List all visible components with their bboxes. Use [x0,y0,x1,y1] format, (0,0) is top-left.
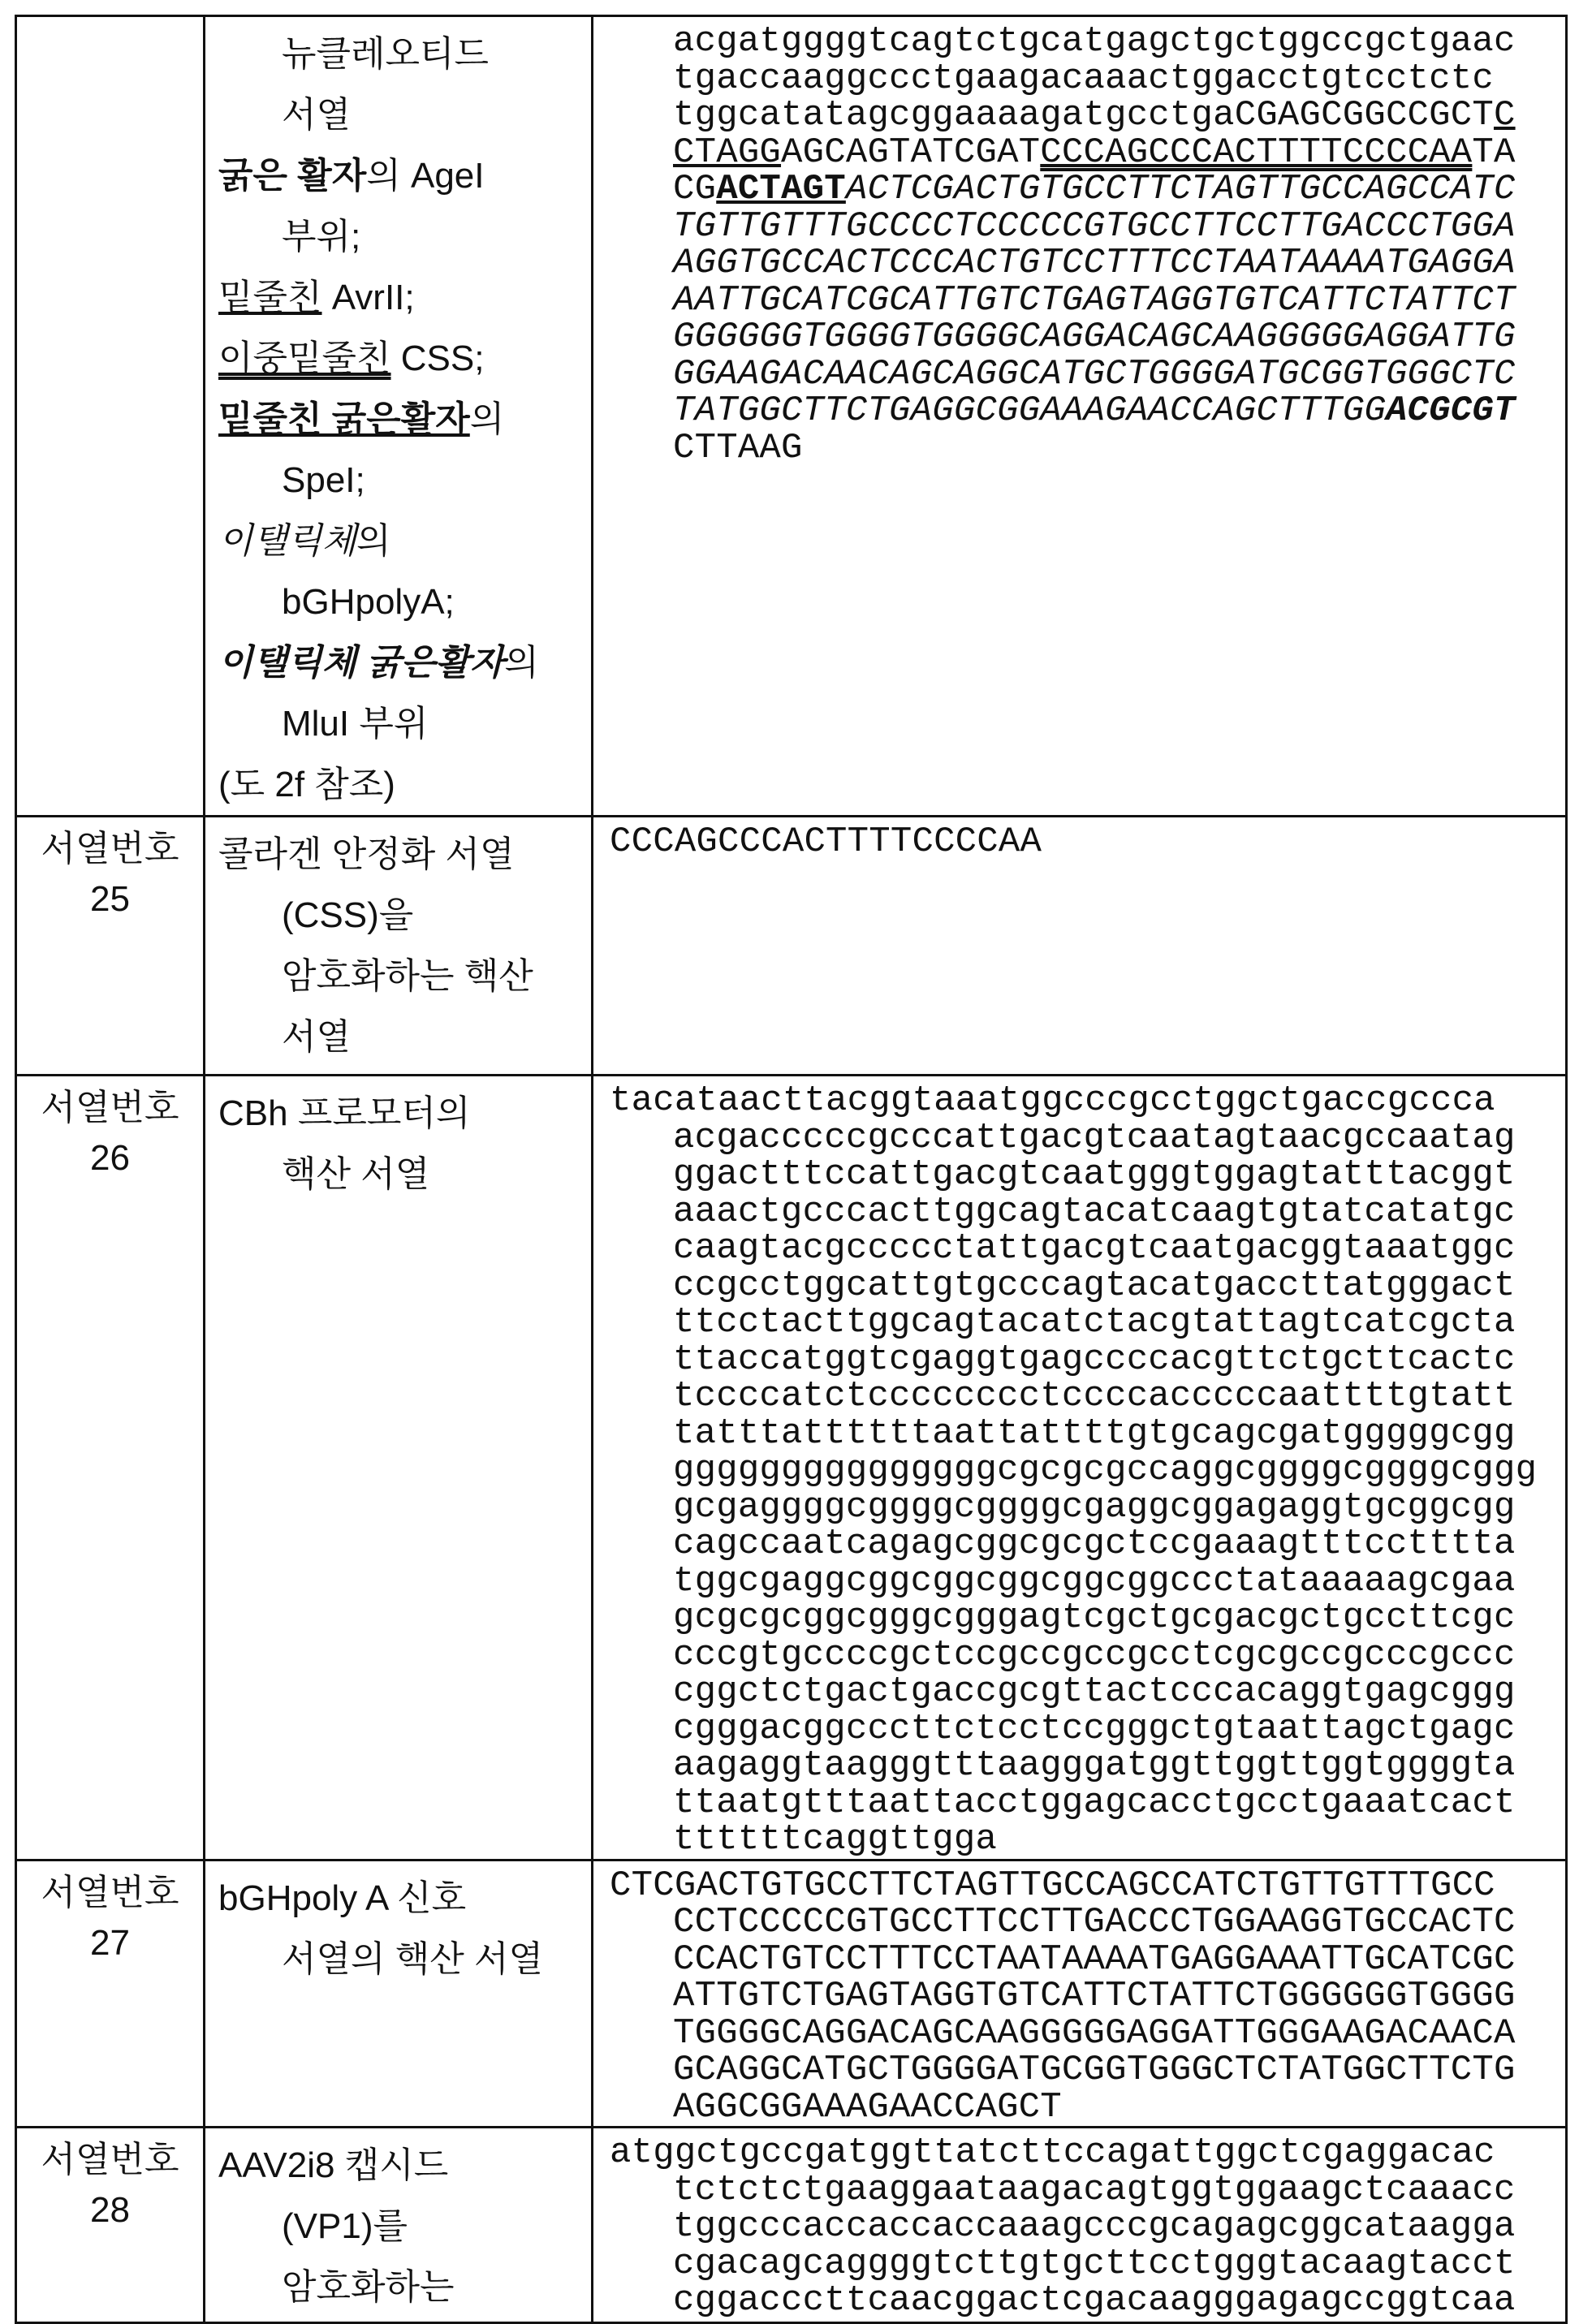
sequence-line [610,2283,1565,2320]
sequence-line [610,393,1565,430]
sequence-line [610,135,1565,172]
sequence-line [610,1452,1565,1490]
sequence-segment: aagaggtaagggtttaagggatggttggttggtggggta [673,1745,1516,1786]
sequence-line [610,2246,1565,2283]
sequence-segment: CCCAGCCCACTTTTCCCCAA [610,821,1042,862]
sequence-line [610,1083,1565,1120]
sequence-segment: AGGTGCCACTCCCACTGTCCTTTCCTAATAAAATGAGGA [673,243,1516,283]
sequence-segment: CTCGACTGTGCCTTCTAGTTGCCAGCCATCTGTTGTTTGCC [610,1865,1495,1906]
seq-id-cell [16,2128,205,2323]
description-segment: 부위; [282,217,360,257]
description-segment: CBh 프로모터의 [218,1093,470,1133]
table-row [16,1076,1567,1860]
seq-id-text: 서열번호 [17,824,203,874]
sequence-line [610,1942,1565,1979]
description-segment: 이탤릭체 [218,521,356,561]
sequence-segment: CCACTGTCCTTTCCTAATAAAATGAGGAAATTGCATCGC [673,1939,1516,1980]
sequence-line [610,2135,1565,2172]
description-segment: (CSS)을 [282,895,413,935]
sequence-cell [593,817,1567,1076]
sequence-line [610,97,1565,135]
description-segment: AAV2i8 캡시드 [218,2145,448,2185]
sequence-line [610,24,1565,61]
description-line [218,2196,586,2257]
sequence-segment: CCTCCCCCGTGCCTTCCTTGACCCTGGAAGGTGCCACTC [673,1902,1516,1942]
description-segment: 서열 [282,1017,351,1057]
sequence-segment: AATTGCATCGCATTGTCTGAGTAGGTGTCATTCTATTCT [673,280,1516,321]
sequence-line [610,1268,1565,1305]
sequence-segment: tacataacttacggtaaatggcccgcctggctgaccgccca [610,1080,1495,1121]
sequence-segment: ACGCGT [1386,390,1516,431]
description-line [218,450,586,511]
sequence-segment: ttcctacttggcagtacatctacgtattagtcatcgcta [673,1302,1516,1343]
seq-id-text: 28 [17,2185,203,2236]
sequence-segment: ttttttcaggttgga [673,1819,997,1860]
description-line [218,267,586,328]
description-segment: 의 [356,521,391,561]
description-segment: 이중밑줄친 [218,338,391,378]
sequence-segment: gggggggggggggggcgcgcgccaggcggggcggggcggg [673,1450,1537,1490]
description-cell [205,2128,593,2323]
sequence-segment: ttaatgtttaattacctggagcacctgcctgaaatcact [673,1783,1516,1823]
sequence-line [610,1978,1565,2016]
description-segment: 밑줄친 [218,278,322,317]
sequence-line [610,1748,1565,1785]
description-line [218,328,586,389]
sequence-line [610,2172,1565,2210]
table-row [16,16,1567,817]
sequence-segment: ccgcctggcattgtgcccagtacatgaccttatgggact [673,1265,1516,1306]
sequence-segment: ACTAGT [716,169,846,209]
sequence-line [610,1526,1565,1563]
description-line [218,885,586,946]
sequence-segment: cggacccttcaacggactcgacaagggagagccggtcaa [673,2280,1516,2321]
description-line [218,693,586,754]
sequence-line [610,430,1565,468]
seq-id-text: 25 [17,874,203,925]
sequence-line [610,171,1565,209]
sequence-line [610,209,1565,246]
sequence-segment: ttaccatggtcgaggtgagccccacgttctgcttcactc [673,1339,1516,1380]
description-cell [205,817,593,1076]
description-line [218,1929,586,1990]
sequence-segment: caagtacgccccctattgacgtcaatgacggtaaatggc [673,1228,1516,1269]
sequence-segment: GGGGGGTGGGGTGGGGCAGGACAGCAAGGGGGAGGATTG [673,317,1516,357]
sequence-line [610,1194,1565,1231]
sequence-line [610,1711,1565,1748]
description-line [218,1083,586,1144]
description-cell [205,16,593,817]
sequence-line [610,1822,1565,1859]
description-segment: (VP1)를 [282,2206,408,2246]
description-line [218,1007,586,1067]
description-segment: AvrII; [322,278,415,317]
sequence-segment: CG [673,169,716,209]
sequence-segment: ACTCGACTGTGCCTTCTAGTTGCCAGCCATC [846,169,1516,209]
seq-id-text: 서열번호 [17,1083,203,1133]
description-line [218,389,586,450]
sequence-line [610,61,1565,98]
sequence-segment: cccgtgccccgctccgccgccgcctcgcgccgcccgccc [673,1635,1516,1675]
sequence-segment: ggactttccattgacgtcaatgggtggagtatttacggt [673,1154,1516,1195]
sequence-line [610,1674,1565,1711]
sequence-segment: AGCAGTATCGAT [781,132,1040,173]
sequence-segment: cgggacggcccttctcctccgggctgtaattagctgagc [673,1709,1516,1749]
sequence-segment: acgacccccgcccattgacgtcaatagtaacgccaatag [673,1118,1516,1158]
sequence-segment: CTTAAG [673,428,803,468]
description-cell [205,1076,593,1860]
description-segment: 서열 [282,95,351,135]
sequence-segment: tccccatctcccccccctccccacccccaattttgtatt [673,1376,1516,1416]
sequence-line [610,2089,1565,2127]
sequence-line [610,1563,1565,1601]
table-row [16,817,1567,1076]
description-segment: 의 [504,643,539,683]
sequence-line [610,1157,1565,1194]
seq-id-text: 서열번호 [17,2135,203,2185]
sequence-line [610,2052,1565,2089]
sequence-line [610,1904,1565,1942]
description-line [218,84,586,145]
sequence-segment: tgaccaaggccctgaagacaaactggacctgtcctctc [673,58,1494,99]
sequence-line [610,1490,1565,1527]
description-segment: 암호화하는 핵산 [282,956,533,996]
description-line [218,571,586,632]
sequence-segment: GGAAGACAACAGCAGGCATGCTGGGGATGCGGTGGGCTC [673,354,1516,395]
sequence-cell [593,2128,1567,2323]
seq-id-cell [16,16,205,817]
sequence-line [610,2209,1565,2246]
sequence-segment: gcgcgcggcgggcgggagtcgctgcgacgctgccttcgc [673,1597,1516,1638]
description-line [218,946,586,1007]
sequence-segment: cggctctgactgaccgcgttactcccacaggtgagcggg [673,1671,1516,1712]
sequence-line [610,1637,1565,1675]
sequence-segment: C [1494,95,1516,136]
seq-id-cell [16,817,205,1076]
sequence-segment: CCCAGCCCACTTTTCCCCAA [1040,132,1472,173]
sequence-segment: CTAGG [673,132,781,173]
sequence-table [15,15,1568,2324]
description-line [218,145,586,206]
sequence-segment: tggcccaccaccaccaaagcccgcagagcggcataagga [673,2206,1516,2247]
description-segment: 의 [470,399,505,439]
sequence-segment: tctctctgaaggaataagacagtggtggaagctcaaacc [673,2170,1516,2210]
description-segment: 밑줄친 굵은활자 [218,399,470,439]
sequence-cell [593,1076,1567,1860]
description-segment: MluI 부위 [282,704,428,744]
seq-id-text: 26 [17,1133,203,1184]
description-line [218,1868,586,1929]
description-line [218,824,586,885]
sequence-segment: gcgaggggcggggcggggcgaggcggagaggtgcggcgg [673,1487,1516,1528]
table-row [16,2128,1567,2323]
sequence-line [610,2016,1565,2053]
sequence-segment: acgatggggtcagtctgcatgagctgctggccgctgaac [673,21,1516,62]
seq-id-text: 서열번호 [17,1868,203,1918]
sequence-segment: AGGCGGAAAGAACCAGCT [673,2087,1062,2128]
seq-id-text: 27 [17,1918,203,1968]
description-line [218,511,586,571]
description-cell [205,1860,593,2128]
description-segment: 콜라겐 안정화 서열 [218,834,514,874]
sequence-line [610,245,1565,282]
seq-id-cell [16,1076,205,1860]
description-segment: 서열의 핵산 서열 [282,1939,543,1979]
sequence-line [610,1304,1565,1342]
description-line [218,1144,586,1205]
description-segment: 의 AgeI [366,156,484,196]
description-line [218,2135,586,2196]
sequence-line [610,356,1565,394]
description-line [218,2257,586,2318]
description-segment: bGHpolyA; [282,582,455,622]
sequence-line [610,282,1565,320]
sequence-line [610,1785,1565,1822]
description-segment: bGHpoly A 신호 [218,1878,466,1918]
sequence-segment: TA [1472,132,1515,173]
description-line [218,24,586,84]
sequence-table-body [16,16,1567,2323]
sequence-line [610,319,1565,356]
sequence-line [610,1120,1565,1158]
description-segment: 굵은 활자 [218,156,366,196]
sequence-segment: cagccaatcagagcggcgcgctccgaaagtttcctttta [673,1524,1516,1564]
sequence-segment: tggcatatagcggaaaagatgcctgaCGAGCGGCCGCT [673,95,1494,136]
sequence-line [610,1868,1565,1905]
sequence-segment: TGTTGTTTGCCCCTCCCCCGTGCCTTCCTTGACCCTGGA [673,206,1516,247]
sequence-cell [593,1860,1567,2128]
sequence-line [610,1416,1565,1453]
description-line [218,754,586,815]
sequence-segment: TATGGCTTCTGAGGCGGAAAGAACCAGCTTTGG [673,390,1386,431]
description-segment: (도 2f 참조) [218,765,395,804]
sequence-segment: aaactgcccacttggcagtacatcaagtgtatcatatgc [673,1192,1516,1232]
description-segment: 암호화하는 [282,2267,455,2307]
description-segment: CSS; [391,338,485,378]
description-line [218,632,586,693]
sequence-line [610,824,1565,861]
sequence-segment: tggcgaggcggcggcggcggcggccctataaaaagcgaa [673,1561,1516,1602]
sequence-line [610,1231,1565,1268]
sequence-segment: cgacagcaggggtcttgtgcttcctgggtacaagtacct [673,2244,1516,2284]
sequence-cell [593,16,1567,817]
description-segment: 뉴클레오티드 [282,34,489,74]
description-segment: 이탤릭체 굵은활자 [218,643,504,683]
sequence-line [610,1378,1565,1416]
sequence-line [610,1342,1565,1379]
description-line [218,206,586,267]
description-segment: SpeI; [282,460,365,500]
sequence-segment: ATTGTCTGAGTAGGTGTCATTCTATTCTGGGGGGTGGGG [673,1976,1516,2016]
sequence-segment: GCAGGCATGCTGGGGATGCGGTGGGCTCTATGGCTTCTG [673,2050,1516,2090]
seq-id-cell [16,1860,205,2128]
sequence-segment: tatttattttttaattattttgtgcagcgatgggggcgg [673,1413,1516,1454]
description-segment: 핵산 서열 [282,1154,429,1194]
sequence-segment: TGGGGCAGGACAGCAAGGGGGAGGATTGGGAAGACAACA [673,2013,1516,2054]
table-row [16,1860,1567,2128]
sequence-segment: atggctgccgatggttatcttccagattggctcgaggacac [610,2132,1495,2173]
sequence-line [610,1600,1565,1637]
